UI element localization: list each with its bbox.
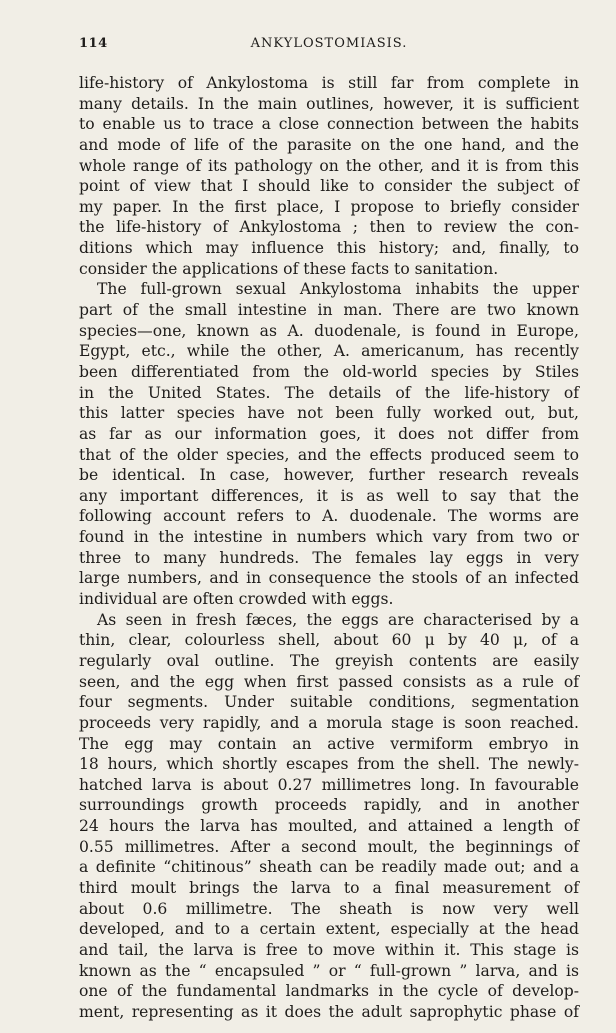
text-line: species—one, known as A. duodenale, is found in Europe, — [79, 321, 579, 340]
text-line: seen, and the egg when first passed consists as a rule of — [79, 672, 579, 691]
text-line: any important differences, it is as well to say that the — [79, 486, 579, 505]
text-line: The egg may contain an active vermiform embryo in — [79, 734, 579, 753]
text-line: individual are often crowded with eggs. — [79, 590, 394, 609]
text-line: to enable us to trace a close connection between the habits — [79, 115, 579, 134]
text-line: three to many hundreds. The females lay eggs in very — [79, 548, 579, 567]
page-number: 114 — [79, 36, 108, 51]
text-line: following account refers to A. duodenale. The worms are — [79, 507, 579, 526]
text-line: thin, clear, colourless shell, about 60 μ by 40 μ, of a — [79, 631, 579, 650]
text-line: be identical. In case, however, further research reveals — [79, 466, 579, 485]
text-line: consider the applications of these facts to sanitation. — [79, 259, 499, 278]
paragraph-start-line: As seen in fresh fæces, the eggs are characterised by a — [97, 610, 579, 629]
text-line: whole range of its pathology on the other, and it is from this — [79, 156, 579, 175]
text-line: developed, and to a certain extent, especially at the head — [79, 920, 579, 939]
text-line: hatched larva is about 0.27 millimetres long. In favourable — [79, 775, 579, 794]
text-line: point of view that I should like to consider the subject of — [79, 177, 579, 196]
text-line: in the United States. The details of the life-history of — [79, 383, 579, 402]
text-line: as far as our information goes, it does not differ from — [79, 424, 579, 443]
text-line: third moult brings the larva to a final measurement of — [79, 878, 579, 897]
text-line: found in the intestine in numbers which vary from two or — [79, 528, 579, 547]
text-line: 18 hours, which shortly escapes from the shell. The newly- — [79, 755, 579, 774]
text-line: 24 hours the larva has moulted, and attained a length of — [79, 817, 579, 836]
text-line: this latter species have not been fully worked out, but, — [79, 404, 579, 423]
text-line: that of the older species, and the effects produced seem to — [79, 445, 579, 464]
text-line: many details. In the main outlines, however, it is sufficient — [79, 94, 579, 113]
text-line: known as the “ encapsuled ” or “ full-grown ” larva, and is — [79, 961, 579, 980]
text-line: about 0.6 millimetre. The sheath is now very well — [79, 899, 579, 918]
text-line: been differentiated from the old-world species by Stiles — [79, 362, 579, 381]
body-text — [79, 73, 579, 1022]
text-line: regularly oval outline. The greyish contents are easily — [79, 651, 579, 670]
running-head — [79, 36, 579, 56]
text-line: a definite “chitinous” sheath can be readily made out; and a — [79, 858, 579, 877]
text-line: Egypt, etc., while the other, A. americanum, has recently — [79, 342, 579, 361]
running-title: ANKYLOSTOMIASIS. — [250, 36, 408, 51]
text-line: proceeds very rapidly, and a morula stage is soon reached. — [79, 713, 579, 732]
text-line: the life-history of Ankylostoma ; then to review the con- — [79, 218, 579, 237]
text-line: and mode of life of the parasite on the one hand, and the — [79, 135, 579, 154]
text-line: surroundings growth proceeds rapidly, and in another — [79, 796, 579, 815]
text-line: ditions which may influence this history; and, finally, to — [79, 239, 579, 258]
paragraph-start-line: The full-grown sexual Ankylostoma inhabits the upper — [97, 280, 579, 299]
text-line: four segments. Under suitable conditions, segmentation — [79, 693, 579, 712]
text-line: large numbers, and in consequence the stools of an infected — [79, 569, 579, 588]
text-line: 0.55 millimetres. After a second moult, the beginnings of — [79, 837, 579, 856]
text-line: life-history of Ankylostoma is still far from complete in — [79, 74, 579, 92]
text-line: part of the small intestine in man. There are two known — [79, 301, 579, 320]
text-line: one of the fundamental landmarks in the cycle of develop- — [79, 982, 579, 1001]
text-line: ment, representing as it does the adult saprophytic phase of — [79, 1002, 579, 1021]
text-line: and tail, the larva is free to move within it. This stage is — [79, 940, 579, 959]
text-line: my paper. In the first place, I propose to briefly consider — [79, 197, 579, 216]
